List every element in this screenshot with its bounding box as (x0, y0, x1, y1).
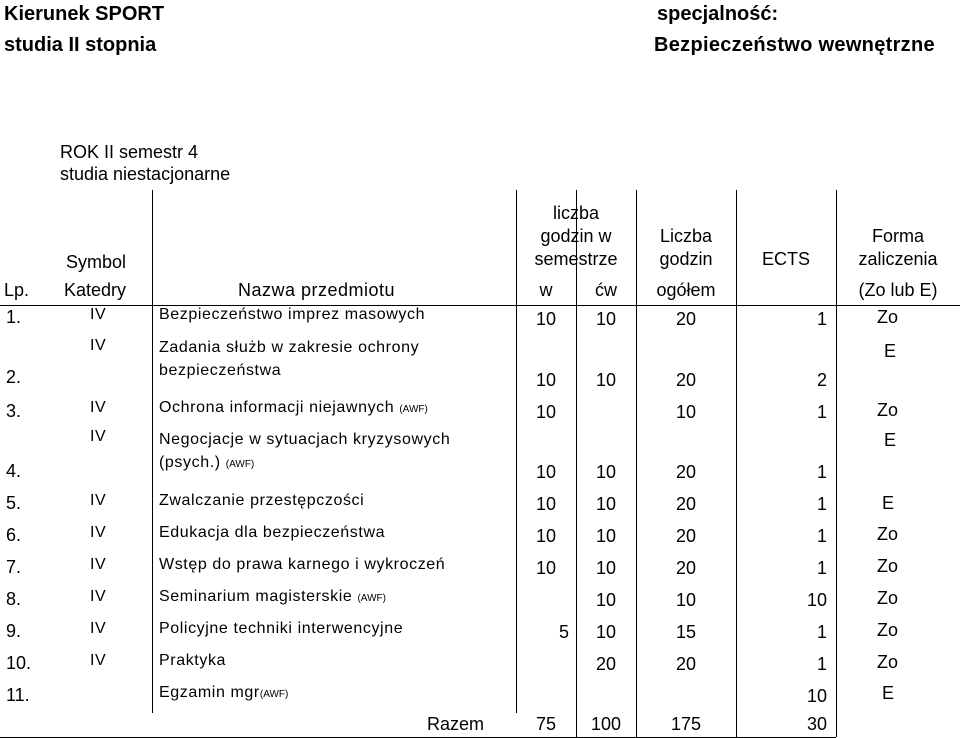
header-ects: ECTS (761, 249, 810, 269)
row-lp: 3. (6, 401, 22, 421)
row-w: 10 (535, 309, 557, 329)
row-cw: 10 (595, 494, 617, 514)
header-forma-line2: zaliczenia (858, 249, 938, 269)
row-symbol: IV (90, 524, 107, 541)
row-symbol: IV (90, 428, 107, 445)
row-ogolem: 20 (675, 494, 697, 514)
row-name: Egzamin mgr(AWF) (159, 684, 289, 701)
header-forma-line1: Forma (871, 226, 924, 246)
row-forma: Zo (877, 620, 899, 640)
row-name: Edukacja dla bezpieczeństwa (159, 524, 386, 541)
row-note: (AWF) (225, 459, 255, 470)
row-cw: 10 (595, 558, 617, 578)
row-forma: Zo (877, 400, 899, 420)
header-liczba-line3: semestrze (534, 249, 618, 269)
row-ects: 1 (816, 558, 827, 578)
row-ogolem: 20 (675, 370, 697, 390)
row-w: 10 (535, 370, 557, 390)
total-w: 75 (535, 714, 557, 734)
row-lp: 2. (6, 367, 22, 387)
row-cw: 10 (595, 622, 617, 642)
row-symbol: IV (90, 556, 107, 573)
row-w: 10 (535, 494, 557, 514)
header-liczba-line1: liczba (552, 203, 600, 223)
total-ects: 30 (806, 714, 827, 734)
row-symbol: IV (90, 620, 107, 637)
row-w: 10 (535, 462, 557, 482)
total-label: Razem (427, 714, 485, 734)
row-ects: 1 (816, 494, 827, 514)
row-w: 10 (535, 526, 557, 546)
row-forma: Zo (877, 307, 899, 327)
row-ects: 10 (806, 686, 827, 706)
row-cw: 10 (595, 526, 617, 546)
row-lp: 7. (6, 557, 22, 577)
row-symbol: IV (90, 306, 107, 323)
total-ogolem: 175 (670, 714, 702, 734)
row-name: Zwalczanie przestępczości (159, 492, 365, 509)
header-liczba-godzin-line1: Liczba (659, 226, 713, 246)
row-lp: 8. (6, 589, 22, 609)
row-ects: 1 (816, 309, 827, 329)
row-cw: 10 (595, 370, 617, 390)
header-forma-line3: (Zo lub E) (858, 280, 938, 300)
kierunek-title: Kierunek SPORT (4, 3, 165, 25)
header-lp: Lp. (4, 280, 30, 300)
row-forma: E (882, 683, 895, 703)
row-cw: 20 (595, 654, 617, 674)
header-w: w (539, 280, 553, 300)
row-ogolem: 20 (675, 309, 697, 329)
row-symbol: IV (90, 399, 107, 416)
row-lp: 9. (6, 621, 22, 641)
semester-year: ROK II semestr 4 (60, 142, 199, 162)
row-name-line2: (psych.) (AWF) (159, 454, 255, 471)
row-forma: E (882, 493, 895, 513)
row-w: 10 (535, 402, 557, 422)
row-ogolem: 20 (675, 654, 697, 674)
row-symbol: IV (90, 337, 107, 354)
row-ects: 1 (816, 462, 827, 482)
row-name: Ochrona informacji niejawnych (AWF) (159, 399, 428, 416)
row-name-line2: bezpieczeństwa (159, 362, 282, 379)
specjalnosc-value: Bezpieczeństwo wewnętrzne (654, 34, 935, 56)
row-lp: 4. (6, 461, 22, 481)
row-name: Wstęp do prawa karnego i wykroczeń (159, 556, 446, 573)
row-cw: 10 (595, 309, 617, 329)
row-w: 10 (535, 558, 557, 578)
row-ects: 1 (816, 402, 827, 422)
row-ects: 1 (816, 622, 827, 642)
row-forma: E (884, 341, 897, 361)
row-forma: Zo (877, 556, 899, 576)
row-forma: Zo (877, 652, 899, 672)
row-lp: 10. (6, 653, 32, 673)
row-name: Policyjne techniki interwencyjne (159, 620, 404, 637)
specjalnosc-label: specjalność: (657, 3, 779, 25)
row-ects: 2 (816, 370, 827, 390)
row-forma: Zo (877, 588, 899, 608)
row-cw: 10 (595, 462, 617, 482)
row-symbol: IV (90, 652, 107, 669)
header-katedry: Katedry (64, 280, 127, 300)
row-lp: 6. (6, 525, 22, 545)
header-cw: ćw (595, 280, 617, 300)
row-ogolem: 10 (675, 590, 697, 610)
row-forma: E (884, 430, 897, 450)
row-cw: 10 (595, 590, 617, 610)
header-liczba-godzin-line2: godzin (659, 249, 713, 269)
row-ogolem: 20 (675, 558, 697, 578)
row-name: Seminarium magisterskie (AWF) (159, 588, 386, 605)
header-liczba-line2: godzin w (540, 226, 612, 246)
row-lp: 5. (6, 493, 22, 513)
row-ogolem: 20 (675, 462, 697, 482)
row-lp: 1. (6, 307, 22, 327)
row-ects: 10 (806, 590, 827, 610)
row-forma: Zo (877, 524, 899, 544)
row-ogolem: 20 (675, 526, 697, 546)
row-note: (AWF) (399, 404, 428, 415)
row-lp: 11. (6, 685, 30, 705)
row-ogolem: 10 (675, 402, 697, 422)
row-name: Zadania służb w zakresie ochrony (159, 339, 420, 356)
header-nazwa: Nazwa przedmiotu (238, 280, 396, 300)
total-cw: 100 (590, 714, 622, 734)
row-w: 5 (558, 622, 569, 642)
header-symbol: Symbol (66, 252, 127, 272)
row-ogolem: 15 (675, 622, 697, 642)
row-name: Bezpieczeństwo imprez masowych (159, 306, 426, 323)
header-ogolem: ogółem (656, 280, 716, 300)
row-note: (AWF) (357, 593, 386, 604)
row-symbol: IV (90, 588, 107, 605)
row-ects: 1 (816, 654, 827, 674)
row-name: Negocjacje w sytuacjach kryzysowych (159, 431, 451, 448)
studia-level: studia II stopnia (4, 34, 157, 56)
semester-mode: studia niestacjonarne (60, 164, 231, 184)
row-note: (AWF) (259, 689, 289, 700)
row-symbol: IV (90, 492, 107, 509)
row-ects: 1 (816, 526, 827, 546)
row-name: Praktyka (159, 652, 227, 669)
